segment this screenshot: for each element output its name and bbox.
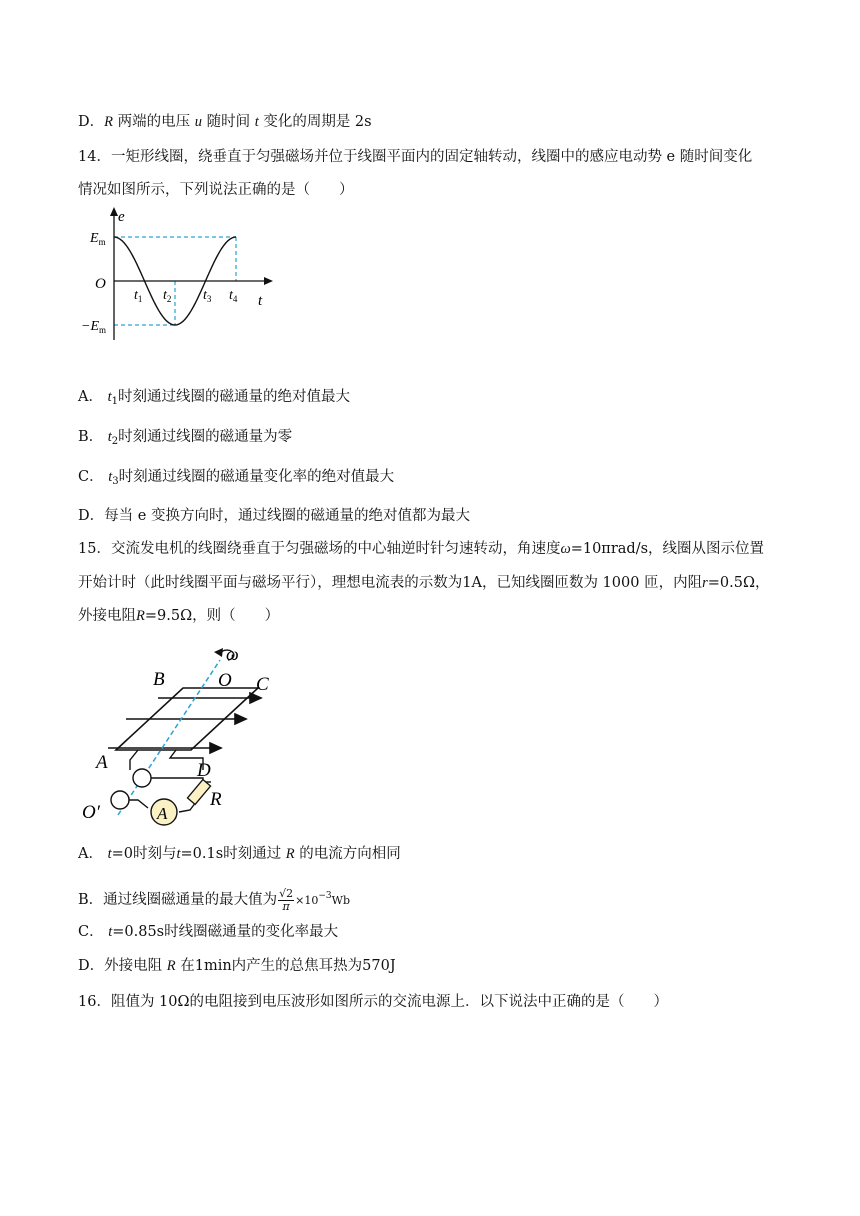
q14-emf-graph xyxy=(78,205,278,345)
q15-option-a xyxy=(78,844,401,864)
text: 变化的周期是 2s xyxy=(258,114,372,130)
unit: Wb xyxy=(331,894,351,907)
em-label: $E_m$ xyxy=(90,231,106,247)
text: 开始计时（此时线圈平面与磁场平行），理想电流表的示数为1A，已知线圈匝数为 1000 匝，内阻 xyxy=(78,575,703,591)
q15-option-c xyxy=(78,922,338,942)
axis-label-t: t xyxy=(258,293,263,309)
option-text: 的电流方向相同 xyxy=(299,846,401,862)
q14-option-b xyxy=(78,427,292,452)
option-text: 时刻通过线圈的磁通量变化率的绝对值最大 xyxy=(118,469,395,485)
option-label: D． xyxy=(78,508,105,524)
option-text: 时刻通过线圈的磁通量的绝对值最大 xyxy=(118,389,350,405)
option-label: A． xyxy=(78,846,103,862)
option-text: 在1min内产生的总焦耳热为570J xyxy=(180,958,396,974)
text: =10πrad/s，线圈从图示位置 xyxy=(570,541,765,557)
slip-ring-lower xyxy=(111,791,129,809)
option-text: 通过线圈磁通量的最大值为 xyxy=(103,892,278,908)
option-text: 时刻通过线圈的磁通量为零 xyxy=(118,429,293,445)
q14-option-d xyxy=(78,506,470,526)
q16-stem: 16．阻值为 10Ω的电阻接到电压波形如图所示的交流电源上．以下说法中正确的是（ ） xyxy=(78,994,669,1010)
var-R: R xyxy=(166,958,176,974)
corner-label-d: D xyxy=(197,760,211,781)
var-t: t xyxy=(254,114,259,130)
option-text: 外接电阻 xyxy=(104,958,163,974)
option-text: 每当 e 变换方向时，通过线圈的磁通量的绝对值都为最大 xyxy=(104,508,470,524)
prev-option-d xyxy=(78,112,372,132)
q15-option-d xyxy=(78,956,396,976)
q15-generator-diagram xyxy=(78,640,298,830)
option-label: D． xyxy=(78,114,105,130)
q15-stem-line2 xyxy=(78,573,769,593)
field-arrow xyxy=(235,714,246,724)
t3-label: $t_3$ xyxy=(203,288,212,304)
var-t: t xyxy=(107,846,112,862)
lead-wire xyxy=(130,750,138,770)
scientific-base: ×10 xyxy=(295,894,319,907)
option-label: C． xyxy=(78,924,104,940)
resistor xyxy=(187,780,210,805)
var-r: r xyxy=(702,575,708,591)
option-label: C． xyxy=(78,469,104,485)
option-label: A． xyxy=(78,389,103,405)
option-label: D． xyxy=(78,958,105,974)
neg-em-label: $-E_m$ xyxy=(81,319,107,335)
circuit-wire xyxy=(151,778,203,782)
q14-option-a xyxy=(78,387,350,412)
fraction xyxy=(278,888,294,913)
var-t: t xyxy=(108,469,113,485)
e-axis-arrow xyxy=(110,207,118,216)
t1-label: $t_1$ xyxy=(134,288,143,304)
slip-ring-upper xyxy=(133,769,151,787)
axis-label-o: O xyxy=(218,670,232,691)
corner-label-c: C xyxy=(256,674,269,695)
option-text: =0.1s时刻通过 xyxy=(180,846,282,862)
fraction-numerator: √2 xyxy=(279,886,294,900)
q15-option-b xyxy=(78,882,350,915)
subscript: 1 xyxy=(111,396,118,407)
field-arrow xyxy=(210,743,221,753)
option-label: B． xyxy=(78,429,104,445)
option-text: =0时刻与 xyxy=(111,846,177,862)
var-omega: ω xyxy=(560,541,571,557)
exponent: −3 xyxy=(318,891,332,901)
var-r: R xyxy=(104,114,113,130)
text: =9.5Ω，则（ ） xyxy=(144,608,280,624)
text: 外接电阻 xyxy=(78,608,136,624)
origin-label: O xyxy=(95,276,106,292)
axis-label-o-prime: O′ xyxy=(82,802,100,823)
var-R: R xyxy=(285,846,295,862)
axis-label-e: e xyxy=(118,209,125,225)
resistor-label: R xyxy=(210,789,222,810)
q14-option-c xyxy=(78,467,394,492)
subscript: 3 xyxy=(112,476,119,487)
var-R: R xyxy=(136,608,145,624)
t2-label: $t_2$ xyxy=(163,288,172,304)
text: 两端的电压 xyxy=(113,114,195,130)
text: 随时间 xyxy=(201,114,255,130)
option-text: =0.85s时线圈磁通量的变化率最大 xyxy=(112,924,339,940)
option-label: B． xyxy=(78,892,104,908)
text: 15．交流发电机的线圈绕垂直于匀强磁场的中心轴逆时针匀速转动，角速度 xyxy=(78,541,561,557)
corner-label-b: B xyxy=(153,669,165,690)
subscript: 2 xyxy=(111,436,119,447)
var-t: t xyxy=(176,846,181,862)
var-u: u xyxy=(194,114,202,130)
corner-label-a: A xyxy=(96,752,108,773)
circuit-wire xyxy=(129,800,148,808)
text: =0.5Ω， xyxy=(707,575,770,591)
q15-stem-line3 xyxy=(78,606,279,626)
var-t: t xyxy=(107,389,112,405)
ammeter-label: A xyxy=(157,804,168,823)
q14-stem-line2: 情况如图所示，下列说法正确的是（ ） xyxy=(78,182,354,198)
rotation-arrowhead xyxy=(214,648,223,657)
fraction-denominator: π xyxy=(282,899,290,913)
omega-label: ω xyxy=(226,644,239,664)
var-t: t xyxy=(107,429,112,445)
var-t: t xyxy=(108,924,113,940)
t-axis-arrow xyxy=(264,277,273,285)
q14-stem-line1: 14．一矩形线圈，绕垂直于匀强磁场并位于线圈平面内的固定轴转动，线圈中的感应电动势 e 随时间变化 xyxy=(78,149,753,165)
q15-stem-line1 xyxy=(78,539,764,559)
t4-label: $t_4$ xyxy=(229,288,238,304)
